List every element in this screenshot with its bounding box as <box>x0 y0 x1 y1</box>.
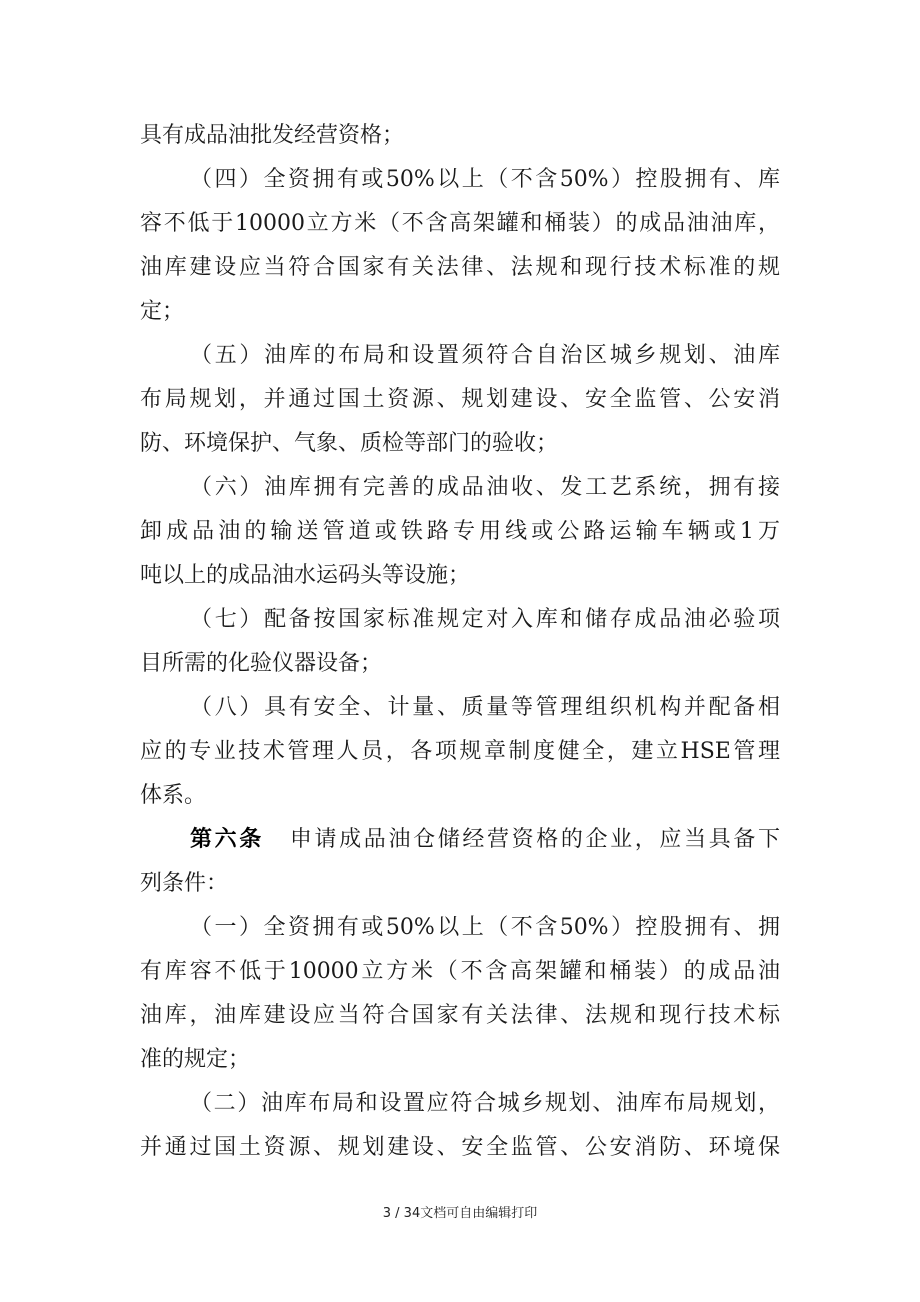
article-heading-line <box>190 818 780 862</box>
text-line: 容不低于10000立方米（不含高架罐和桶装）的成品油油库， <box>140 211 780 236</box>
text-line: 准的规定； <box>140 1047 251 1072</box>
page-footer: 3 / 34文档可自由编辑打印 <box>382 1206 538 1221</box>
text-line: 吨以上的成品油水运码头等设施； <box>140 563 471 588</box>
text-line: 目所需的化验仪器设备； <box>140 651 383 676</box>
text-line: 卸成品油的输送管道或铁路专用线或公路运输车辆或1万 <box>140 519 780 544</box>
text-line: 并通过国土资源、规划建设、安全监管、公安消防、环境保 <box>140 1135 780 1160</box>
text-line: 布局规划，并通过国土资源、规划建设、安全监管、公安消 <box>140 387 780 412</box>
text-line: （五）油库的布局和设置须符合自治区城乡规划、油库 <box>190 343 780 368</box>
text-line: （七）配备按国家标准规定对入库和储存成品油必验项 <box>190 607 780 632</box>
text-line: （六）油库拥有完善的成品油收、发工艺系统，拥有接 <box>190 475 780 500</box>
text-line: 具有成品油批发经营资格； <box>140 123 405 148</box>
text-line: 应的专业技术管理人员，各项规章制度健全，建立HSE管理 <box>140 739 780 764</box>
text-line: 油库建设应当符合国家有关法律、法规和现行技术标准的规 <box>140 255 780 280</box>
article-text: 申请成品油仓储经营资格的企业，应当具备下 <box>289 827 780 852</box>
text-line: 定； <box>140 299 185 324</box>
text-line: 有库容不低于10000立方米（不含高架罐和桶装）的成品油 <box>140 959 780 984</box>
text-line: （四）全资拥有或50%以上（不含50%）控股拥有、库 <box>190 167 780 192</box>
text-line: 油库，油库建设应当符合国家有关法律、法规和现行技术标 <box>140 1003 780 1028</box>
text-line: （八）具有安全、计量、质量等管理组织机构并配备相 <box>190 695 780 720</box>
article-label: 第六条 <box>190 827 264 852</box>
text-line: 防、环境保护、气象、质检等部门的验收； <box>140 431 559 456</box>
text-line: （二）油库布局和设置应符合城乡规划、油库布局规划， <box>190 1091 780 1116</box>
text-line: 列条件： <box>140 871 229 896</box>
text-line: 体系。 <box>140 783 207 808</box>
text-line: （一）全资拥有或50%以上（不含50%）控股拥有、拥 <box>190 915 780 940</box>
